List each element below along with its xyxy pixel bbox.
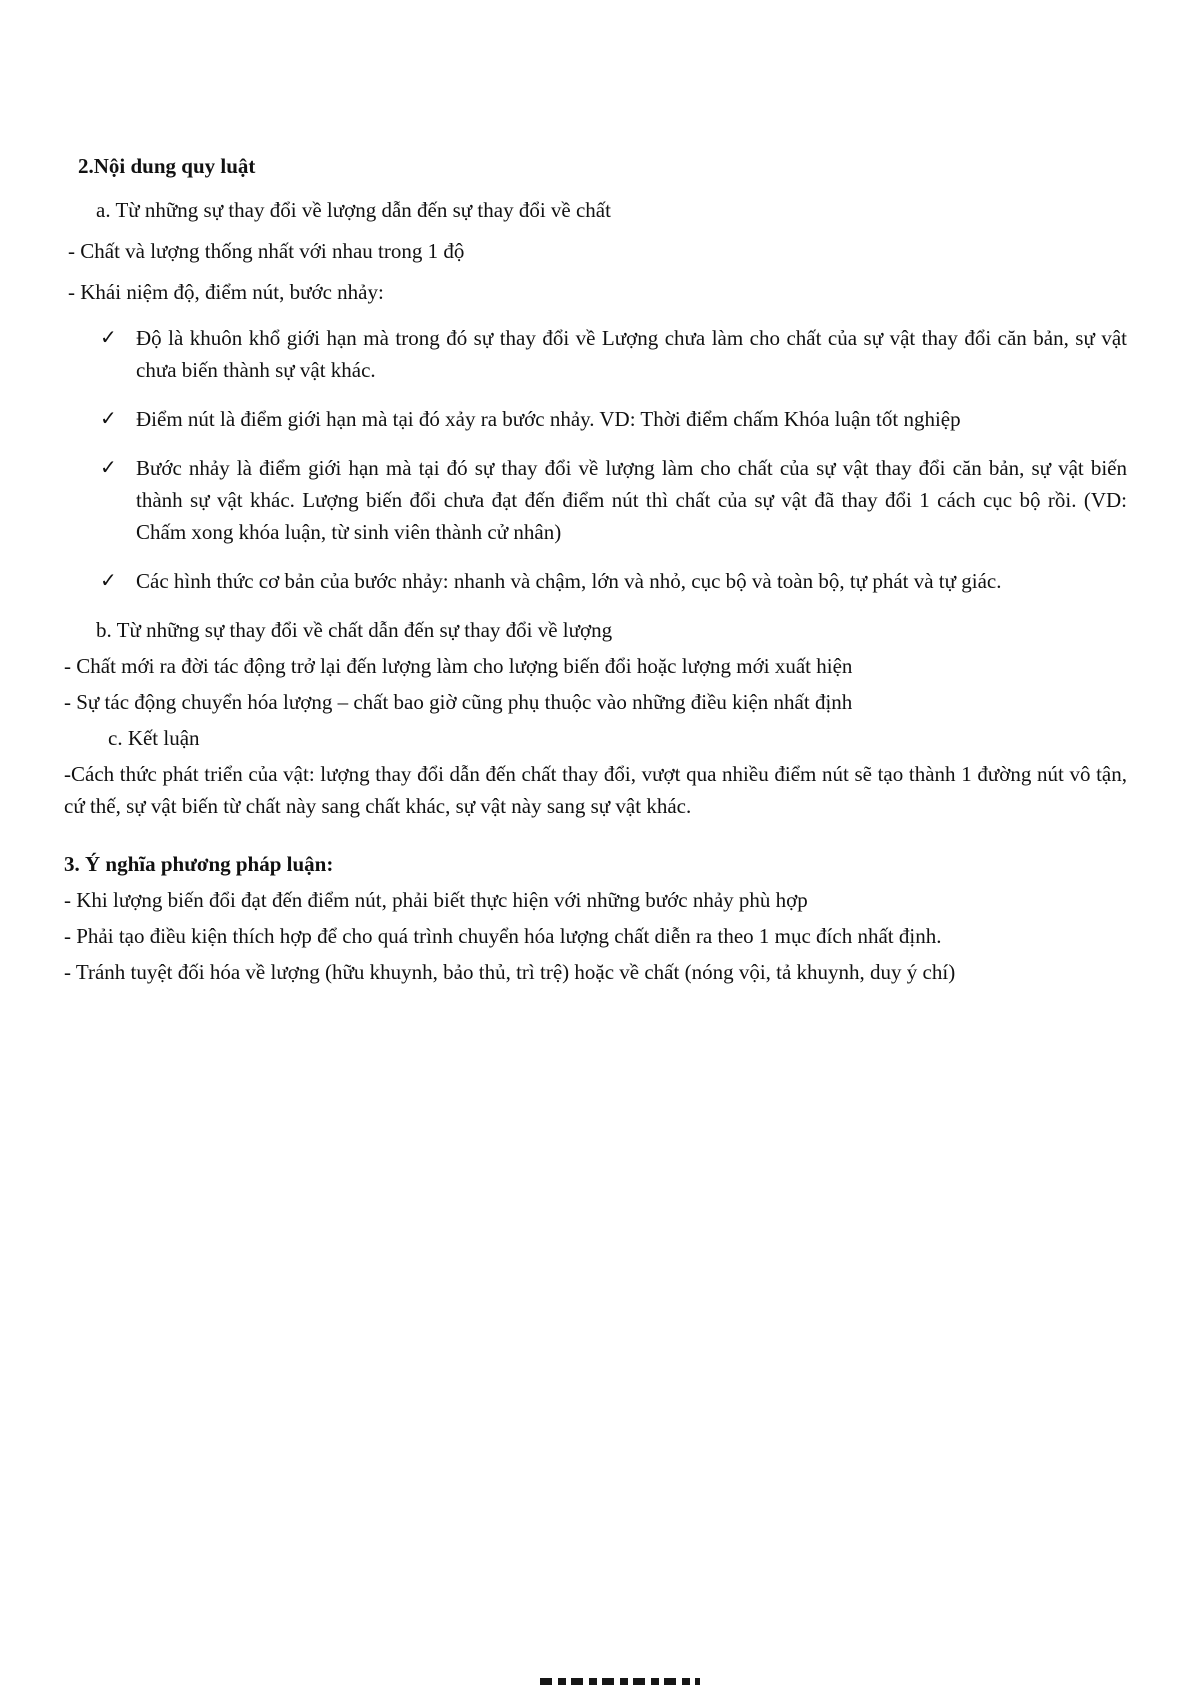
list-item	[64, 403, 1127, 435]
check-item-text: Điểm nút là điểm giới hạn mà tại đó xảy ra bước nhảy. VD: Thời điểm chấm Khóa luận tốt nghiệp	[136, 407, 961, 431]
section-2-heading: 2.Nội dung quy luật	[78, 154, 256, 178]
section-2-item-a: a. Từ những sự thay đổi về lượng dẫn đến sự thay đổi về chất	[96, 198, 611, 222]
check-list	[64, 322, 1127, 597]
list-item	[64, 452, 1127, 548]
section-2-dash-2: - Khái niệm độ, điểm nút, bước nhảy:	[68, 280, 384, 304]
section-3-para-2: - Phải tạo điều kiện thích hợp để cho quá trình chuyển hóa lượng chất diễn ra theo 1 mục đích nhất định.	[64, 924, 942, 948]
section-3-para-3: - Tránh tuyệt đối hóa về lượng (hữu khuynh, bảo thủ, trì trệ) hoặc về chất (nóng vội, tả khuynh, duy ý chí)	[64, 960, 956, 984]
section-2-para-b1: - Chất mới ra đời tác động trở lại đến lượng làm cho lượng biến đổi hoặc lượng mới xuất hiện	[64, 654, 853, 678]
section-3-para-1: - Khi lượng biến đổi đạt đến điểm nút, phải biết thực hiện với những bước nhảy phù hợp	[64, 888, 808, 912]
checkmark-icon: ✓	[100, 327, 117, 349]
check-item-text: Bước nhảy là điểm giới hạn mà tại đó sự thay đổi về lượng làm cho chất của sự vật thay đổi căn bản, sự vật biến thành sự vật khác. Lượng biến đổi chưa đạt đến điểm nút thì chất của sự vật đã thay đổi 1 cách cục bộ rồi. (VD: Chấm xong khóa luận, từ sinh viên thành cử nhân)	[136, 456, 1127, 544]
section-2-conclusion: -Cách thức phát triển của vật: lượng thay đổi dẫn đến chất thay đổi, vượt qua nhiều điểm nút sẽ tạo thành 1 đường nút vô tận, cứ thế, sự vật biến từ chất này sang chất khác, sự vật này sang sự vật khác.	[64, 762, 1127, 818]
list-item	[64, 322, 1127, 386]
section-2-item-b: b. Từ những sự thay đổi về chất dẫn đến sự thay đổi về lượng	[96, 618, 613, 642]
checkmark-icon: ✓	[100, 570, 117, 592]
section-2-para-b2: - Sự tác động chuyển hóa lượng – chất bao giờ cũng phụ thuộc vào những điều kiện nhất định	[64, 690, 853, 714]
section-2-dash-1: - Chất và lượng thống nhất với nhau trong 1 độ	[68, 239, 465, 263]
section-2-item-c: c. Kết luận	[108, 726, 200, 750]
checkmark-icon: ✓	[100, 408, 117, 430]
checkmark-icon: ✓	[100, 457, 117, 479]
check-item-text: Các hình thức cơ bản của bước nhảy: nhanh và chậm, lớn và nhỏ, cục bộ và toàn bộ, tự phát và tự giác.	[136, 569, 1002, 593]
check-item-text: Độ là khuôn khổ giới hạn mà trong đó sự thay đổi về Lượng chưa làm cho chất của sự vật thay đổi căn bản, sự vật chưa biến thành sự vật khác.	[136, 326, 1127, 382]
clipped-bottom-text-fragment	[540, 1678, 700, 1685]
section-3-heading: 3. Ý nghĩa phương pháp luận:	[64, 852, 334, 876]
list-item	[64, 565, 1127, 597]
